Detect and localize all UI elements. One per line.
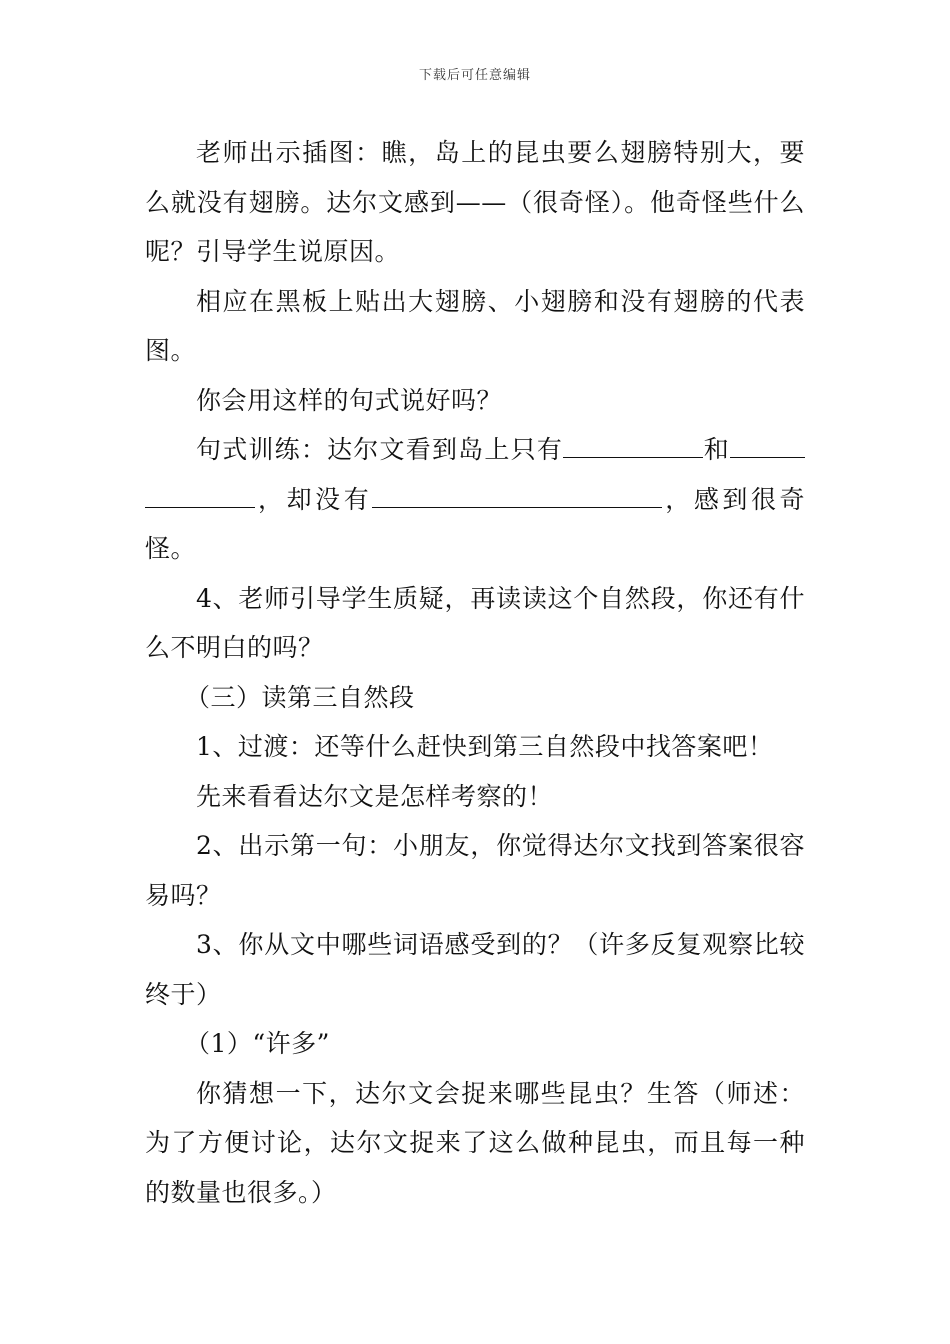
paragraph-step-4: 4、老师引导学生质疑，再读读这个自然段，你还有什么不明白的吗？ bbox=[145, 583, 805, 662]
fill-blank-1 bbox=[563, 456, 703, 458]
paragraph-teacher-illustration: 老师出示插图：瞧，岛上的昆虫要么翅膀特别大，要么就没有翅膀。达尔文感到——（很奇怪）。他奇怪些什么呢？引导学生说原因。 bbox=[145, 138, 805, 266]
document-body bbox=[145, 128, 805, 1217]
fill-blank-2a bbox=[730, 456, 805, 458]
paragraph-sentence-question: 你会用这样的句式说好吗？ bbox=[196, 385, 503, 415]
paragraph-step-2: 2、出示第一句：小朋友，你觉得达尔文找到答案很容易吗？ bbox=[145, 831, 805, 910]
page-header: 下载后可任意编辑 bbox=[418, 68, 531, 83]
paragraph-step-1: 1、过渡：还等什么赶快到第三自然段中找答案吧！ bbox=[196, 732, 774, 761]
paragraph-observe: 先来看看达尔文是怎样考察的！ bbox=[196, 781, 554, 811]
training-text-d: ，感到很奇怪。 bbox=[145, 484, 805, 563]
section-heading-three: （三）读第三自然段 bbox=[185, 682, 415, 712]
paragraph-step-3: 3、你从文中哪些词语感受到的？（许多反复观察比较终于） bbox=[145, 930, 805, 1009]
paragraph-guess-insects: 你猜想一下，达尔文会捉来哪些昆虫？生答（师述：为了方便讨论，达尔文捉来了这么做种昆虫，而且每一种的数量也很多。） bbox=[145, 1078, 805, 1207]
paragraph-blackboard: 相应在黑板上贴出大翅膀、小翅膀和没有翅膀的代表图。 bbox=[145, 286, 805, 365]
training-text-a: 句式训练：达尔文看到岛上只有 bbox=[196, 435, 564, 464]
training-text-c: ，却没有 bbox=[255, 484, 373, 514]
paragraph-sentence-training bbox=[145, 425, 805, 574]
fill-blank-2b bbox=[145, 506, 255, 508]
training-text-b: 和 bbox=[703, 435, 730, 464]
fill-blank-3 bbox=[372, 506, 662, 508]
subheading-xuduo: （1）“许多” bbox=[185, 1029, 330, 1058]
